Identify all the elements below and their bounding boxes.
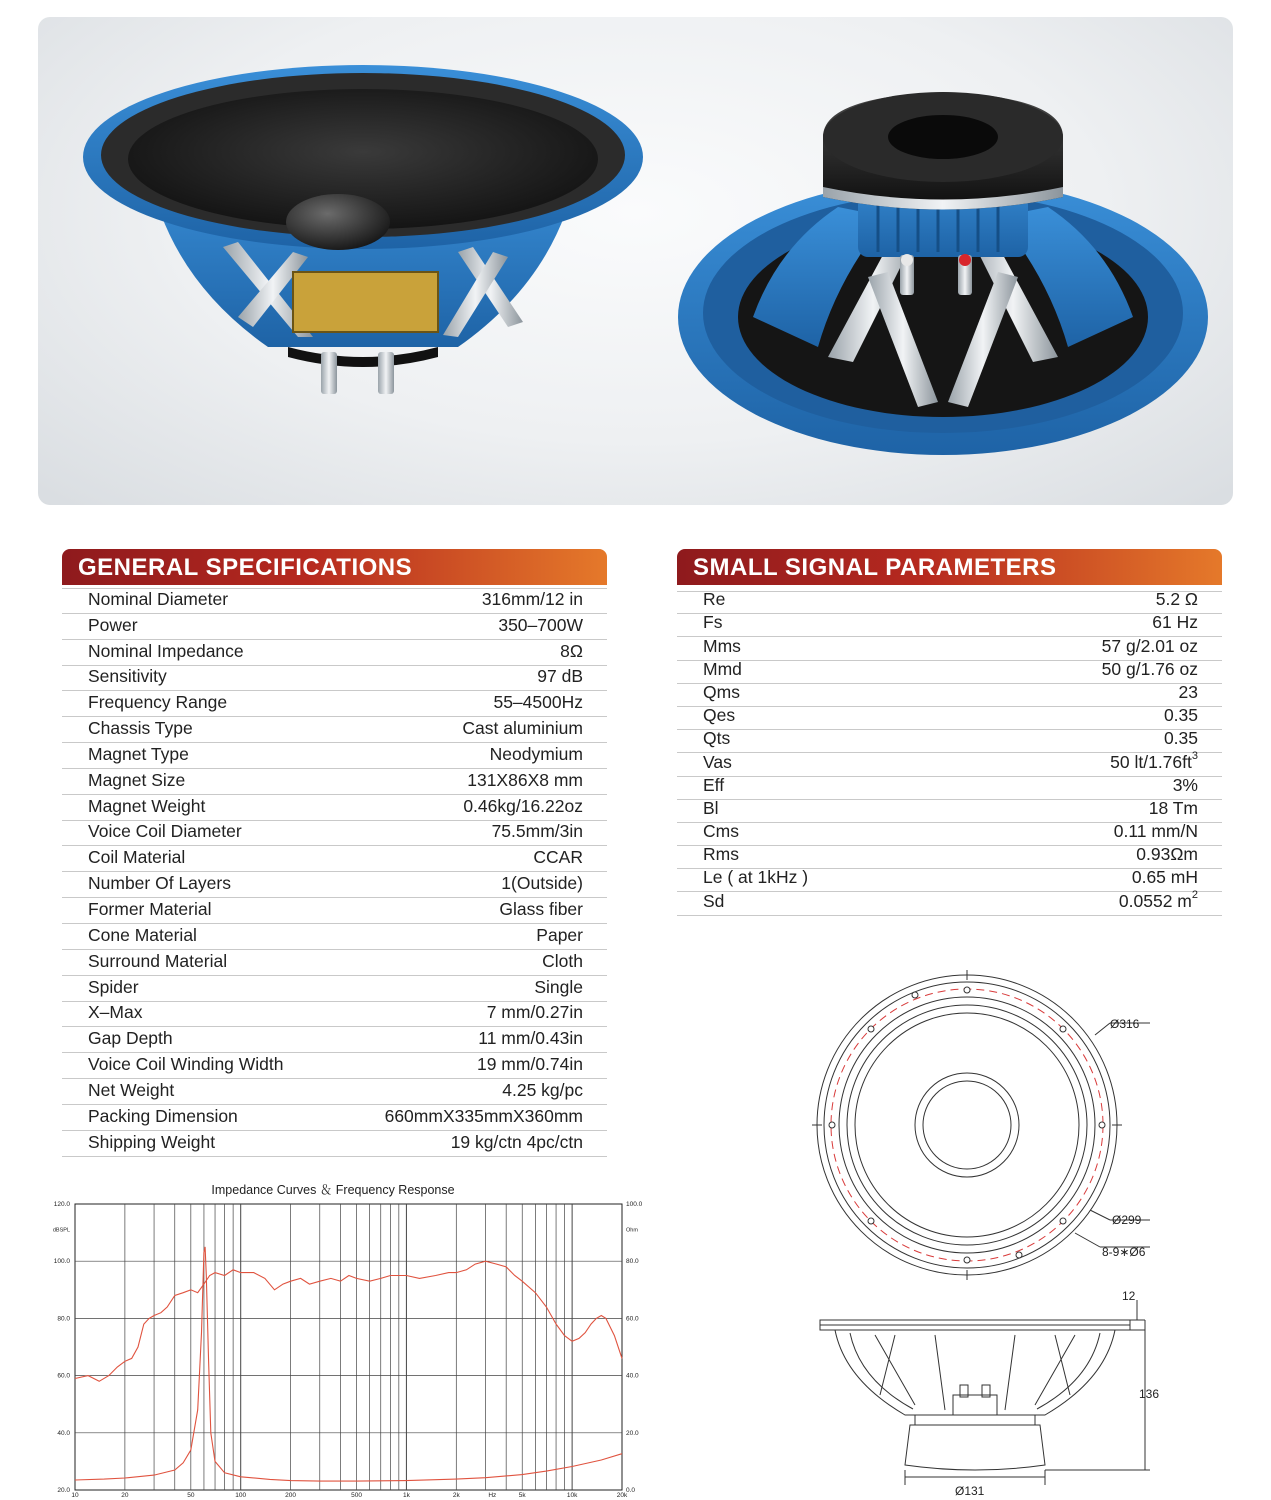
spec-value: [533, 847, 583, 868]
chart-x-tick-label: 20: [121, 1492, 129, 1499]
spec-value-text: 57 g/2.01 oz: [1101, 635, 1198, 656]
spec-value: [1149, 798, 1198, 819]
spec-value-text: 0.46kg/16.22oz: [463, 795, 583, 816]
front-dimension-drawing: [805, 965, 1165, 1290]
spec-row: [62, 588, 607, 614]
chart-y-left-axis-label: dBSPL: [52, 1227, 70, 1234]
spec-value-text: 55–4500Hz: [493, 692, 583, 713]
small-signal-parameters-table: [677, 591, 1222, 916]
small-signal-parameters-title: SMALL SIGNAL PARAMETERS: [677, 549, 1222, 585]
spec-value: [487, 1002, 583, 1023]
spec-row: [62, 640, 607, 666]
spec-value: [498, 615, 583, 636]
spec-value: [501, 873, 583, 894]
spec-name: Mmd: [703, 658, 742, 679]
spec-row: [62, 1105, 607, 1131]
spec-row: [62, 614, 607, 640]
spec-value: [1164, 728, 1198, 749]
spec-row: [677, 591, 1222, 614]
spec-name: Number Of Layers: [88, 873, 231, 894]
spec-value-text: Cast aluminium: [462, 718, 583, 739]
spec-value-text: 19 kg/ctn 4pc/ctn: [450, 1131, 583, 1152]
spec-name: Sensitivity: [88, 666, 167, 687]
spec-value-text: 0.65 mH: [1131, 867, 1198, 888]
impedance-frequency-chart: [40, 1178, 643, 1500]
spec-value-text: 0.11 mm/N: [1113, 821, 1198, 842]
spec-value-text: 0.0552 m: [1118, 890, 1192, 911]
spec-value-text: 8Ω: [560, 640, 583, 661]
spec-name: Sd: [703, 890, 725, 911]
chart-x-axis-label: Hz: [488, 1492, 497, 1499]
product-photo-panel: [38, 17, 1233, 505]
spec-value: [542, 951, 583, 972]
spec-name: Surround Material: [88, 950, 228, 971]
spec-row: [62, 872, 607, 898]
chart-x-tick-label: 100: [235, 1492, 247, 1499]
spec-row: [677, 846, 1222, 869]
spec-value-text: 7 mm/0.27in: [486, 1002, 583, 1023]
spec-name: Mms: [703, 635, 741, 656]
spec-value: [492, 821, 583, 842]
spec-value-text: 0.93Ωm: [1136, 844, 1198, 865]
chart-x-tick-label: 2k: [452, 1492, 460, 1499]
spec-name: Chassis Type: [88, 718, 193, 739]
spec-value: [560, 641, 583, 662]
depth-label: 136: [1139, 1387, 1160, 1401]
spec-value-text: Neodymium: [489, 743, 583, 764]
chart-y-right-tick-label: 80.0: [626, 1258, 639, 1266]
spec-row: [62, 743, 607, 769]
spec-row: [677, 797, 1222, 823]
spec-row: [677, 823, 1222, 846]
spec-name: Cms: [703, 821, 739, 842]
spec-value-text: 5.2 Ω: [1155, 589, 1198, 610]
chart-x-tick-label: 20k: [616, 1492, 628, 1499]
spec-value: [1152, 612, 1198, 633]
spec-name: Packing Dimension: [88, 1105, 238, 1126]
spec-value: [1164, 705, 1198, 726]
spec-value: [534, 977, 583, 998]
spec-row: [62, 1053, 607, 1079]
spec-value-text: 1(Outside): [501, 873, 583, 894]
outer-diameter-label: Ø316: [1110, 1017, 1140, 1031]
speaker-rear-view: [678, 92, 1208, 455]
spec-value: [1132, 867, 1198, 888]
chart-y-left-tick-label: 100.0: [53, 1258, 70, 1266]
spec-value: [462, 718, 583, 739]
spec-value-text: 0.35: [1163, 705, 1198, 726]
spec-row: [62, 976, 607, 1002]
spec-name: Gap Depth: [88, 1028, 173, 1049]
spec-row: [62, 795, 607, 821]
chart-frame: [75, 1204, 622, 1490]
spec-value: [463, 796, 583, 817]
spec-value-text: 350–700W: [498, 614, 583, 635]
chart-y-left-tick-label: 120.0: [53, 1201, 70, 1208]
spec-name: Re: [703, 589, 726, 610]
spec-value-text: 75.5mm/3in: [491, 821, 583, 842]
spec-name: Rms: [703, 844, 739, 865]
spec-row: [677, 637, 1222, 660]
spec-value: [1136, 844, 1198, 865]
spec-row: [62, 821, 607, 847]
spec-value: [1173, 775, 1198, 796]
spec-value-text: Paper: [536, 924, 583, 945]
chart-y-left-tick-label: 40.0: [57, 1429, 70, 1437]
spec-name: Qms: [703, 681, 740, 702]
chart-y-left-tick-label: 20.0: [57, 1487, 70, 1494]
spec-row: [677, 707, 1222, 730]
spec-row: [677, 749, 1222, 776]
spec-value: [1179, 682, 1198, 703]
spec-value-text: Glass fiber: [499, 898, 583, 919]
spec-name: Le ( at 1kHz ): [703, 867, 809, 888]
chart-x-tick-label: 10: [71, 1492, 79, 1499]
spec-row: [62, 666, 607, 692]
spec-value-superscript: 3: [1191, 749, 1198, 762]
spec-row: [62, 769, 607, 795]
general-specifications-table: [62, 588, 607, 1157]
spec-value: [490, 744, 583, 765]
chart-y-right-tick-label: 20.0: [626, 1429, 639, 1437]
general-specifications-title: GENERAL SPECIFICATIONS: [62, 549, 607, 585]
spec-row: [62, 1079, 607, 1105]
chart-x-tick-label: 5k: [518, 1492, 526, 1499]
spec-row: [62, 846, 607, 872]
chart-grid: [75, 1204, 622, 1490]
spec-name: Net Weight: [88, 1079, 175, 1100]
spec-row: [677, 869, 1222, 892]
spec-name: Nominal Diameter: [88, 588, 229, 609]
chart-y-right-axis-label: Ohm: [626, 1227, 638, 1234]
spec-value: [1114, 821, 1198, 842]
spec-name: Former Material: [88, 898, 212, 919]
chart-title: Impedance Curves ＆ Frequency Response: [211, 1183, 455, 1197]
spec-value: [1110, 749, 1198, 773]
spec-name: Spider: [88, 976, 139, 997]
spec-value: [1102, 636, 1198, 657]
spec-value: [537, 666, 583, 687]
spec-value: [1118, 888, 1198, 912]
chart-y-left-tick-label: 80.0: [57, 1315, 70, 1323]
spec-value: [482, 589, 583, 610]
spec-value-text: 18 Tm: [1148, 797, 1198, 818]
spec-value: [502, 1080, 583, 1101]
spec-name: Vas: [703, 751, 732, 772]
flange-thickness-label: 12: [1122, 1289, 1136, 1303]
spec-value-text: 660mmX335mmX360mm: [384, 1105, 583, 1126]
chart-x-tick-label: 500: [351, 1492, 362, 1499]
spec-name: Qts: [703, 728, 731, 749]
chart-y-right-tick-label: 0.0: [626, 1487, 636, 1494]
chart-x-tick-label: 200: [285, 1492, 297, 1499]
chart-x-tick-label: 50: [187, 1492, 195, 1499]
spec-row: [62, 898, 607, 924]
spec-name: Fs: [703, 612, 723, 633]
spec-row: [62, 924, 607, 950]
side-dimension-drawing: [805, 1285, 1185, 1500]
spec-value: [385, 1106, 583, 1127]
magnet-diameter-label: Ø131: [955, 1484, 985, 1498]
spec-name: Bl: [703, 797, 719, 818]
speaker-illustration: [38, 17, 1233, 505]
spec-value-text: 3%: [1172, 774, 1198, 795]
spec-row: [677, 681, 1222, 707]
spec-name: Magnet Type: [88, 743, 189, 764]
spec-name: Qes: [703, 705, 736, 726]
spec-value-text: 19 mm/0.74in: [476, 1054, 583, 1075]
chart-y-right-tick-label: 40.0: [626, 1372, 639, 1380]
spec-name: Voice Coil Diameter: [88, 821, 242, 842]
spec-row: [677, 658, 1222, 684]
spec-value-text: 97 dB: [537, 666, 583, 687]
spec-value: [451, 1132, 583, 1153]
spec-row: [677, 614, 1222, 637]
spec-value-superscript: 2: [1191, 888, 1198, 901]
spec-value-text: 50 g/1.76 oz: [1101, 658, 1198, 679]
spec-row: [62, 691, 607, 717]
spec-row: [62, 950, 607, 976]
spec-name: Eff: [703, 774, 725, 795]
chart-tick-labels: [53, 1201, 643, 1499]
spec-value-text: 0.35: [1163, 728, 1198, 749]
spec-name: X–Max: [88, 1002, 143, 1023]
spec-value: [477, 1054, 583, 1075]
spec-name: Magnet Size: [88, 769, 186, 790]
chart-y-left-tick-label: 60.0: [57, 1372, 70, 1380]
spec-name: Nominal Impedance: [88, 640, 244, 661]
spec-name: Voice Coil Winding Width: [88, 1054, 284, 1075]
spec-row: [677, 888, 1222, 915]
spec-value: [536, 925, 583, 946]
spec-name: Magnet Weight: [88, 795, 206, 816]
spec-value-text: Cloth: [542, 950, 583, 971]
spec-name: Shipping Weight: [88, 1131, 216, 1152]
chart-series: [75, 1247, 622, 1481]
spec-value-text: 11 mm/0.43in: [478, 1028, 583, 1049]
spec-value: [478, 1028, 583, 1049]
chart-x-tick-label: 10k: [566, 1492, 578, 1499]
spec-name: Coil Material: [88, 847, 186, 868]
spec-row: [62, 1002, 607, 1028]
spec-name: Cone Material: [88, 924, 197, 945]
spec-row: [62, 1027, 607, 1053]
spec-value-text: 50 lt/1.76ft: [1110, 751, 1192, 772]
spec-value-text: CCAR: [533, 847, 583, 868]
chart-y-right-tick-label: 60.0: [626, 1315, 639, 1323]
spec-value: [493, 692, 583, 713]
chart-x-tick-label: 1k: [402, 1492, 410, 1499]
spec-value-text: 131X86X8 mm: [467, 769, 583, 790]
spec-value-text: 4.25 kg/pc: [502, 1079, 583, 1100]
spec-row: [62, 717, 607, 743]
spec-value: [467, 770, 583, 791]
spec-name: Frequency Range: [88, 692, 228, 713]
speaker-front-view: [83, 65, 643, 394]
spec-value-text: Single: [534, 976, 583, 997]
spec-value-text: 23: [1178, 681, 1198, 702]
impedance-curve-line: [75, 1247, 622, 1481]
spec-row: [677, 774, 1222, 800]
spec-value-text: 61 Hz: [1152, 612, 1198, 633]
spec-row: [62, 1131, 607, 1157]
spec-name: Power: [88, 614, 138, 635]
spec-value: [1102, 659, 1198, 680]
frequency-response-line: [75, 1261, 622, 1381]
spec-value: [499, 899, 583, 920]
mounting-holes-label: 8-9∗Ø6: [1102, 1245, 1146, 1259]
spec-row: [677, 730, 1222, 753]
inner-diameter-label: Ø299: [1112, 1213, 1142, 1227]
spec-value: [1156, 589, 1198, 610]
spec-value-text: 316mm/12 in: [481, 588, 583, 609]
chart-y-right-tick-label: 100.0: [626, 1201, 643, 1208]
